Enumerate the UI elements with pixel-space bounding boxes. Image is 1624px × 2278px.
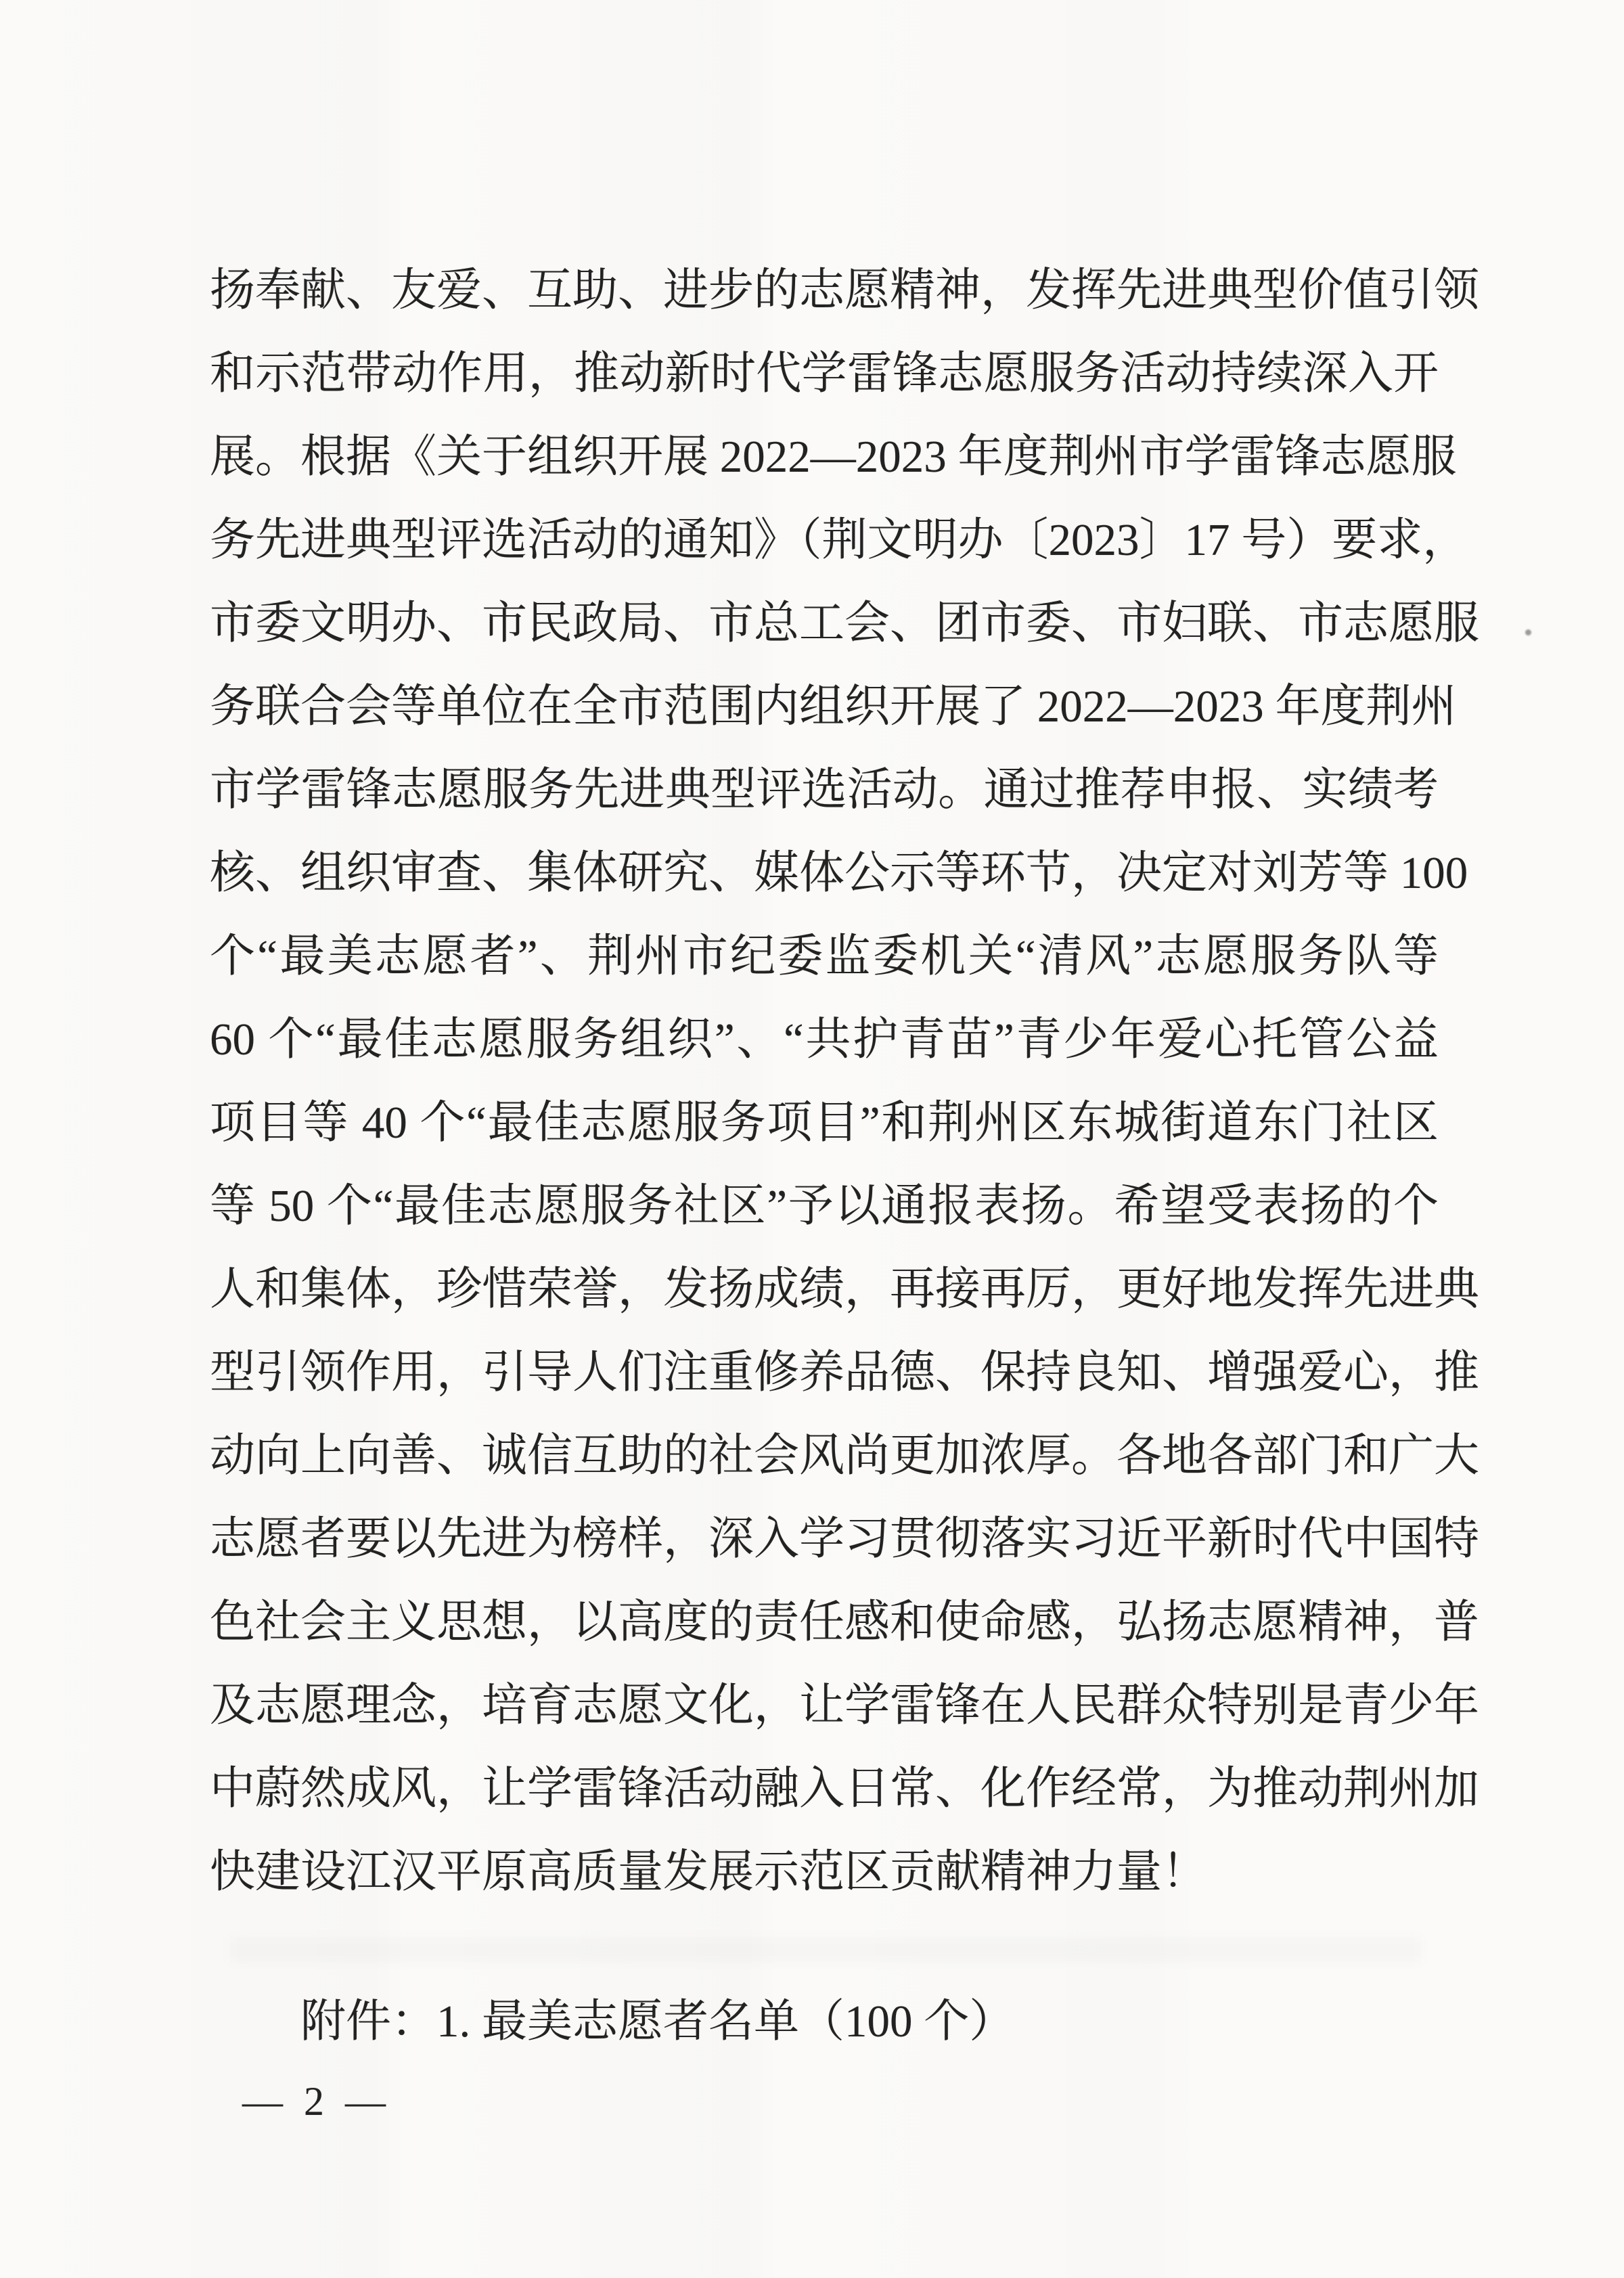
attachment-line: 附件：1. 最美志愿者名单（100 个） xyxy=(300,1996,1015,2047)
body-line-11: 项目等 40 个“最佳志愿服务项目”和荆州区东城街道东门社区 xyxy=(210,1098,1439,1148)
body-line-10: 60 个“最佳志愿服务组织”、“共护青苗”青少年爱心托管公益 xyxy=(210,1014,1439,1065)
body-line-14: 型引领作用，引导人们注重修养品德、保持良知、增强爱心，推 xyxy=(210,1347,1479,1398)
scan-bleed-artifact xyxy=(230,1937,1421,1963)
body-line-18: 及志愿理念，培育志愿文化，让学雷锋在人民群众特别是青少年 xyxy=(210,1680,1479,1730)
body-line-9: 个“最美志愿者”、荆州市纪委监委机关“清风”志愿服务队等 xyxy=(210,931,1439,981)
body-line-13: 人和集体，珍惜荣誉，发扬成绩，再接再厉，更好地发挥先进典 xyxy=(210,1264,1479,1314)
body-line-3: 展。根据《关于组织开展 2022—2023 年度荆州市学雷锋志愿服 xyxy=(210,432,1457,482)
body-line-20: 快建设江汉平原高质量发展示范区贡献精神力量！ xyxy=(210,1847,1207,1897)
body-line-17: 色社会主义思想，以高度的责任感和使命感，弘扬志愿精神，普 xyxy=(210,1597,1479,1647)
body-line-19: 中蔚然成风，让学雷锋活动融入日常、化作经常，为推动荆州加 xyxy=(210,1764,1479,1814)
body-line-6: 务联合会等单位在全市范围内组织开展了 2022—2023 年度荆州 xyxy=(210,682,1457,732)
body-line-12: 等 50 个“最佳志愿服务社区”予以通报表扬。希望受表扬的个 xyxy=(210,1181,1439,1231)
body-line-5: 市委文明办、市民政局、市总工会、团市委、市妇联、市志愿服 xyxy=(210,598,1479,648)
body-line-15: 动向上向善、诚信互助的社会风尚更加浓厚。各地各部门和广大 xyxy=(210,1431,1479,1481)
body-line-1: 扬奉献、友爱、互助、进步的志愿精神，发挥先进典型价值引领 xyxy=(210,265,1479,315)
body-line-8: 核、组织审查、集体研究、媒体公示等环节，决定对刘芳等 100 xyxy=(210,848,1468,898)
body-line-2: 和示范带动作用，推动新时代学雷锋志愿服务活动持续深入开 xyxy=(210,349,1439,399)
body-line-4: 务先进典型评选活动的通知》（荆文明办〔2023〕17 号）要求， xyxy=(210,515,1468,565)
document-body xyxy=(210,249,1479,1914)
scan-dot-artifact xyxy=(1525,629,1531,635)
body-line-16: 志愿者要以先进为榜样，深入学习贯彻落实习近平新时代中国特 xyxy=(210,1514,1479,1564)
body-line-7: 市学雷锋志愿服务先进典型评选活动。通过推荐申报、实绩考 xyxy=(210,765,1439,815)
page-number: — 2 — xyxy=(242,2079,391,2124)
